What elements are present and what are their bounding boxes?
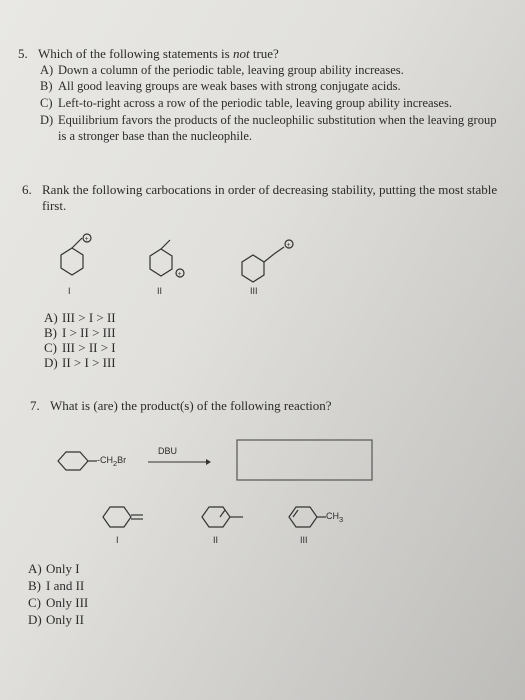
product-label-iii: III: [300, 535, 308, 545]
product-iii-methyl-label: $CH_3$: [326, 511, 344, 524]
question-number: 7.: [30, 398, 40, 413]
q7-option-b[interactable]: B) I and II: [28, 578, 85, 593]
structure-label-ii: II: [157, 286, 163, 296]
question-stem: What is (are) the product(s) of the following reaction?: [50, 398, 332, 413]
q5-option-a[interactable]: A) Down a column of the periodic table, leaving group ability increases.: [40, 63, 404, 77]
q7-option-a[interactable]: A) Only I: [28, 561, 80, 576]
question-stem: Rank the following carbocations in order of decreasing stability, putting the most stable: [42, 182, 498, 197]
reaction-scheme: [0, 430, 525, 550]
question-number: 5.: [18, 46, 28, 61]
question-number: 6.: [22, 182, 32, 197]
charge-plus: +: [84, 236, 89, 243]
q6-option-d[interactable]: D) II > I > III: [44, 355, 116, 370]
reagent-label: DBU: [158, 446, 178, 456]
q7-option-d[interactable]: D) Only II: [28, 612, 84, 627]
carbocation-i: [61, 234, 91, 275]
carbocation-ii: [150, 240, 184, 278]
reactant-cyclohexane: [58, 452, 97, 470]
product-label-ii: II: [213, 535, 219, 545]
question-stem-cont: first.: [42, 198, 67, 213]
product-iii: [289, 507, 326, 527]
q7-option-c[interactable]: C) Only III: [28, 595, 89, 610]
charge-plus: +: [177, 271, 182, 278]
product-ii: [202, 507, 243, 527]
charge-plus: +: [286, 242, 291, 249]
product-i: [103, 507, 143, 527]
reactant-label: $-CH_2Br$: [97, 455, 127, 468]
q6-option-a[interactable]: A) III > I > II: [44, 310, 116, 325]
q5-option-d-cont: is a stronger base than the nucleophile.: [58, 129, 253, 143]
question-stem: Which of the following statements is not true?: [38, 46, 279, 61]
q6-option-b[interactable]: B) I > II > III: [44, 325, 116, 340]
q6-option-c[interactable]: C) III > II > I: [44, 340, 116, 355]
structure-label-i: I: [68, 286, 71, 296]
q5-option-d[interactable]: D) Equilibrium favors the products of the nucleophilic substitution when the leaving group: [40, 113, 497, 127]
product-label-i: I: [116, 535, 119, 545]
carbocation-iii: [242, 240, 293, 282]
structure-label-iii: III: [250, 286, 258, 296]
q5-option-c[interactable]: C) Left-to-right across a row of the periodic table, leaving group ability increases.: [40, 96, 452, 110]
q5-option-b[interactable]: B) All good leaving groups are weak bases with strong conjugate acids.: [40, 79, 401, 93]
answer-box[interactable]: [237, 440, 372, 480]
